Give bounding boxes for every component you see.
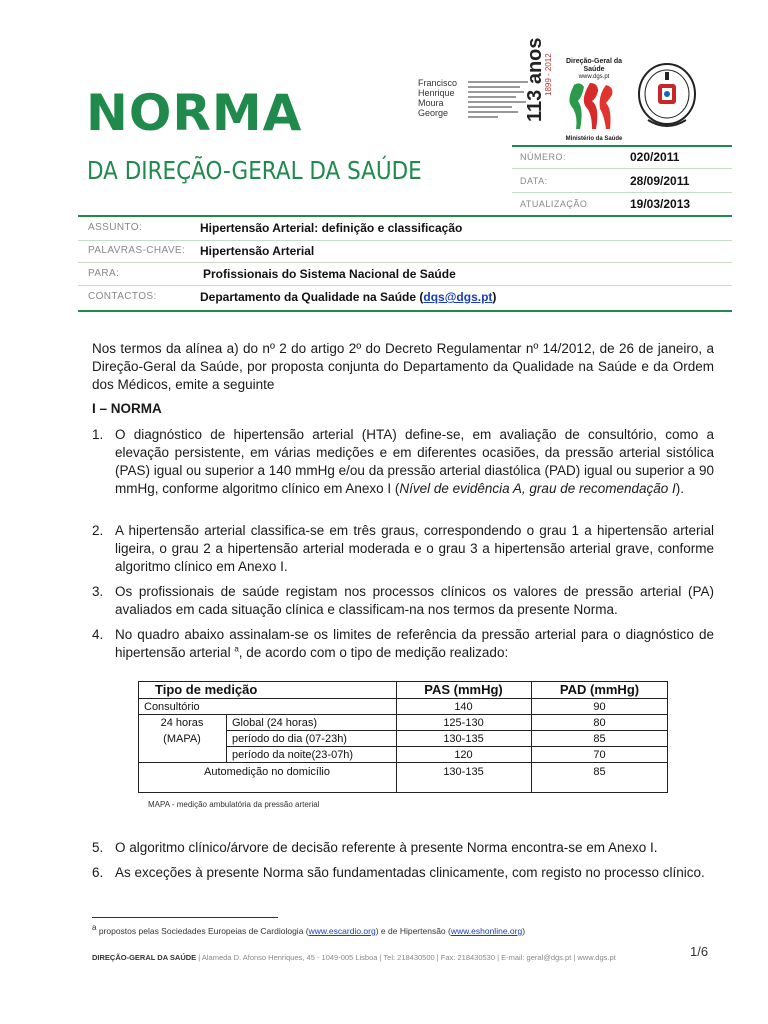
row-mapa-noite-pas: 120 xyxy=(454,749,473,761)
footer-org: DIREÇÃO-GERAL DA SAÚDE xyxy=(92,953,197,962)
contactos-suffix: ) xyxy=(492,290,497,304)
meta-divider xyxy=(512,192,732,193)
subject-assunto xyxy=(78,217,732,240)
dgs-logo xyxy=(558,58,630,142)
dgs-figures-icon xyxy=(564,81,624,129)
table-rule xyxy=(138,698,668,699)
footnote-marker: a xyxy=(92,923,97,933)
table-rule xyxy=(138,762,668,763)
subject-bottom-rule xyxy=(78,310,732,312)
subject-palavras-label: PALAVRAS-CHAVE: xyxy=(88,245,186,256)
item-italic: Nível de evidência A, grau de recomendação I xyxy=(399,481,676,496)
subject-contactos-value xyxy=(200,290,496,304)
section-heading: I – NORMA xyxy=(92,401,162,416)
row-automedicao-pad: 85 xyxy=(593,766,606,778)
row-consultorio-pas: 140 xyxy=(454,701,473,713)
signer-line: Moura xyxy=(418,98,444,108)
signer-line: Francisco xyxy=(418,78,458,88)
signer-line: George xyxy=(418,108,449,118)
page-footer xyxy=(92,953,616,962)
item-tail: , de acordo com o tipo de medição realizado: xyxy=(238,645,509,660)
meta-numero-label: NÚMERO: xyxy=(520,152,566,162)
meta-atualizacao-label: ATUALIZAÇÃO xyxy=(520,199,588,209)
footnote-rule xyxy=(92,917,278,918)
subject-contactos xyxy=(78,286,732,309)
subject-para-value: Profissionais do Sistema Nacional de Saúde xyxy=(203,267,456,281)
row-mapa-global-pas: 125-130 xyxy=(443,717,484,729)
item-text: O diagnóstico de hipertensão arterial (HTA) define-se, em avaliação de consultório, como a elevação persistente, em várias medições e em diferentes ocasiões, da pressão arterial sistólica (PAS) igual ou superior a 140 mmHg e/ou da pressão arterial diastólica (PAD) igual ou superior a 90 mmHg, conforme algoritmo clínico em Anexo I ( xyxy=(115,427,714,496)
item-number: 5. xyxy=(92,840,104,855)
subject-assunto-label: ASSUNTO: xyxy=(88,222,143,233)
intro-paragraph: Nos termos da alínea a) do nº 2 do artigo 2º do Decreto Regulamentar nº 14/2012, de 26 de janeiro, a Direção-Geral da Saúde, por proposta conjunta do Departamento da Qualidade na Saúde e da Ordem dos Médicos, emite a seguinte xyxy=(92,341,714,392)
meta-top-rule xyxy=(512,145,732,147)
norma-item-2 xyxy=(92,522,714,576)
subject-para-label: PARA: xyxy=(88,268,120,279)
row-mapa-noite-label: período da noite(23-07h) xyxy=(232,749,354,761)
footnote-text: ) e de Hipertensão ( xyxy=(375,926,451,936)
norma-item-1 xyxy=(92,426,714,498)
meta-numero xyxy=(520,152,720,174)
row-consultorio-pad: 90 xyxy=(593,701,606,713)
meta-data-value: 28/09/2011 xyxy=(630,174,690,188)
norma-item-6 xyxy=(92,864,714,882)
item-text: O algoritmo clínico/árvore de decisão referente à presente Norma encontra-se em Anexo I. xyxy=(115,840,658,855)
subject-palavras-value: Hipertensão Arterial xyxy=(200,244,315,258)
row-mapa-dia-pad: 85 xyxy=(593,733,606,745)
item-tail: ). xyxy=(675,481,685,496)
mapa-label-line1: 24 horas xyxy=(160,717,204,729)
row-mapa-global-label: Global (24 horas) xyxy=(232,717,317,729)
row-automedicao-pas: 130-135 xyxy=(443,766,484,778)
row-mapa-noite-pad: 70 xyxy=(593,749,606,761)
norma-item-5 xyxy=(92,839,714,857)
item-text: As exceções à presente Norma são fundamentadas clinicamente, com registo no processo clínico. xyxy=(115,865,705,880)
page-number: 1/6 xyxy=(690,944,709,959)
subject-assunto-value: Hipertensão Arterial: definição e classificação xyxy=(200,221,463,235)
dgs-logo-url: www.dgs.pt xyxy=(578,74,610,80)
row-mapa-global-pad: 80 xyxy=(593,717,606,729)
dgs-logo-name: Direção-Geral da Saúde xyxy=(565,58,623,73)
row-automedicao-label: Automedição no domicílio xyxy=(204,766,330,778)
norma-item-4 xyxy=(92,626,714,662)
eshonline-link[interactable]: www.eshonline.org xyxy=(450,926,523,936)
subject-contactos-label: CONTACTOS: xyxy=(88,291,157,302)
table-rule xyxy=(226,714,227,762)
contactos-prefix: Departamento da Qualidade na Saúde ( xyxy=(200,290,424,304)
item-number: 1. xyxy=(92,427,104,442)
item-number: 6. xyxy=(92,865,104,880)
table-note: MAPA - medição ambulatória da pressão arterial xyxy=(148,800,320,809)
table-header-tipo: Tipo de medição xyxy=(155,682,258,697)
footnote-text: propostos pelas Sociedades Europeias de Cardiologia ( xyxy=(96,926,309,936)
signer-line: Henrique xyxy=(418,88,455,98)
table-rule xyxy=(226,746,668,747)
table-header-pas: PAS (mmHg) xyxy=(424,682,503,697)
document-subtitle: DA DIREÇÃO-GERAL DA SAÚDE xyxy=(87,156,422,185)
meta-data xyxy=(520,176,720,198)
item-number: 4. xyxy=(92,627,104,642)
footnote xyxy=(92,923,526,936)
meta-divider xyxy=(512,168,732,169)
contact-email-link[interactable]: dqs@dgs.pt xyxy=(423,290,493,304)
meta-atualizacao-value: 19/03/2013 xyxy=(630,197,691,211)
anniversary-years: 1899 - 2012 xyxy=(544,53,553,96)
mapa-label-line2: (MAPA) xyxy=(163,733,201,745)
digital-signature-name xyxy=(418,78,457,118)
item-number: 2. xyxy=(92,523,104,538)
table-rule xyxy=(138,714,668,715)
subject-palavras xyxy=(78,240,732,263)
item-number: 3. xyxy=(92,584,104,599)
norma-item-3 xyxy=(92,583,714,619)
document-title: NORMA xyxy=(86,84,303,142)
footnote-marker: a xyxy=(234,644,239,654)
item-text: A hipertensão arterial classifica-se em três graus, correspondendo o grau 1 a hipertensão arterial ligeira, o grau 2 a hipertensão arterial moderada e o grau 3 a hipertensão arterial grave, conforme algoritmo clínico em Anexo I. xyxy=(115,523,714,574)
ordem-dos-medicos-seal-icon xyxy=(638,60,696,132)
meta-data-label: DATA: xyxy=(520,176,548,186)
row-mapa-dia-label: período do dia (07-23h) xyxy=(232,733,347,745)
table-header-pad: PAD (mmHg) xyxy=(559,682,640,697)
escardio-link[interactable]: www.escardio.org xyxy=(308,926,376,936)
table-rule xyxy=(226,730,668,731)
item-text: No quadro abaixo assinalam-se os limites de referência da pressão arterial para o diagnóstico de hipertensão arterial xyxy=(115,627,714,660)
row-mapa-dia-pas: 130-135 xyxy=(443,733,484,745)
row-consultorio-label: Consultório xyxy=(144,701,200,713)
item-text: Os profissionais de saúde registam nos processos clínicos os valores de pressão arterial (PA) avaliados em cada situação clínica e classificam-na nos termos da presente Norma. xyxy=(115,584,714,617)
footer-address: | Alameda D. Afonso Henriques, 45 - 1049-005 Lisboa | Tel: 218430500 | Fax: 218430530 | E-mail: geral@dgs.pt | www.dgs.pt xyxy=(196,953,616,962)
anniversary-badge: 113 anos xyxy=(524,37,546,122)
subject-para xyxy=(78,263,732,286)
footnote-text: ) xyxy=(522,926,526,936)
meta-numero-value: 020/2011 xyxy=(630,150,680,164)
dgs-logo-ministry: Ministério da Saúde xyxy=(565,136,623,142)
